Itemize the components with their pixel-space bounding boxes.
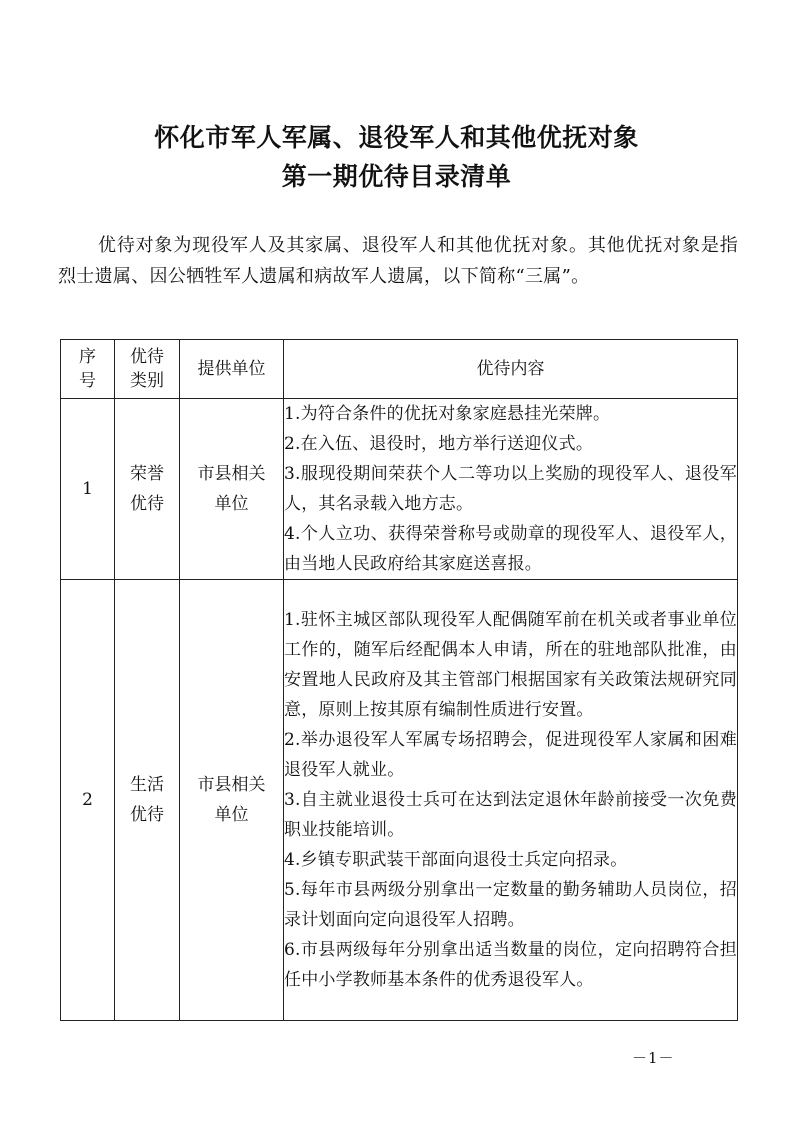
content-item: 3.自主就业退役士兵可在达到法定退休年龄前接受一次免费职业技能培训。 bbox=[284, 790, 737, 840]
row-category-line2: 优待 bbox=[130, 805, 164, 825]
header-category-line1: 优待 bbox=[130, 347, 164, 367]
row-seq: 2 bbox=[61, 580, 115, 1021]
row-unit-line2: 单位 bbox=[214, 494, 249, 514]
row-category bbox=[115, 399, 180, 580]
intro-paragraph: 优待对象为现役军人及其家属、退役军人和其他优抚对象。其他优抚对象是指烈士遗属、因公牺牲军人遗属和病故军人遗属，以下简称“三属”。 bbox=[58, 235, 738, 287]
table-header-row bbox=[61, 340, 738, 399]
row-unit bbox=[180, 580, 284, 1021]
document-title-line2: 第一期优待目录清单 bbox=[281, 162, 512, 191]
row-unit-line1: 市县相关 bbox=[197, 464, 266, 484]
header-content: 优待内容 bbox=[284, 340, 738, 399]
row-category bbox=[115, 580, 180, 1021]
document-title-line1: 怀化市军人军属、退役军人和其他优抚对象 bbox=[154, 123, 639, 152]
content-item: 4.乡镇专职武装干部面向退役士兵定向招录。 bbox=[284, 850, 628, 870]
content-item: 4.个人立功、获得荣誉称号或勋章的现役军人、退役军人，由当地人民政府给其家庭送喜报。 bbox=[284, 524, 737, 574]
content-item: 3.服现役期间荣获个人二等功以上奖励的现役军人、退役军人，其名录载入地方志。 bbox=[284, 464, 737, 514]
content-item: 2.在入伍、退役时，地方举行送迎仪式。 bbox=[284, 434, 594, 454]
header-category bbox=[115, 340, 180, 399]
row-category-line1: 生活 bbox=[130, 775, 164, 795]
header-seq-line2: 号 bbox=[79, 371, 96, 391]
row-unit-line2: 单位 bbox=[214, 805, 249, 825]
header-category-line2: 类别 bbox=[130, 371, 164, 391]
row-unit bbox=[180, 399, 284, 580]
row-content bbox=[284, 580, 738, 1021]
row-category-line2: 优待 bbox=[130, 494, 164, 514]
header-unit: 提供单位 bbox=[180, 340, 284, 399]
page-number: －1－ bbox=[632, 1049, 675, 1067]
content-item: 1.驻怀主城区部队现役军人配偶随军前在机关或者事业单位工作的，随军后经配偶本人申请，所在的驻地部队批准，由安置地人民政府及其主管部门根据国家有关政策法规研究同意，原则上按其原有编制性质进行安置。 bbox=[284, 610, 737, 720]
row-seq: 1 bbox=[61, 399, 115, 580]
content-item: 2.举办退役军人军属专场招聘会，促进现役军人家属和困难退役军人就业。 bbox=[284, 730, 737, 780]
content-item: 5.每年市县两级分别拿出一定数量的勤务辅助人员岗位，招录计划面向定向退役军人招聘。 bbox=[284, 880, 737, 930]
row-category-line1: 荣誉 bbox=[130, 464, 164, 484]
header-seq-line1: 序 bbox=[79, 347, 96, 367]
header-seq bbox=[61, 340, 115, 399]
content-item: 6.市县两级每年分别拿出适当数量的岗位，定向招聘符合担任中小学教师基本条件的优秀退役军人。 bbox=[284, 940, 737, 990]
row-content bbox=[284, 399, 738, 580]
row-unit-line1: 市县相关 bbox=[197, 775, 266, 795]
table-row bbox=[61, 399, 738, 580]
content-item: 1.为符合条件的优抚对象家庭悬挂光荣牌。 bbox=[284, 404, 611, 424]
benefits-table bbox=[60, 339, 738, 1021]
table-row bbox=[61, 580, 738, 1021]
